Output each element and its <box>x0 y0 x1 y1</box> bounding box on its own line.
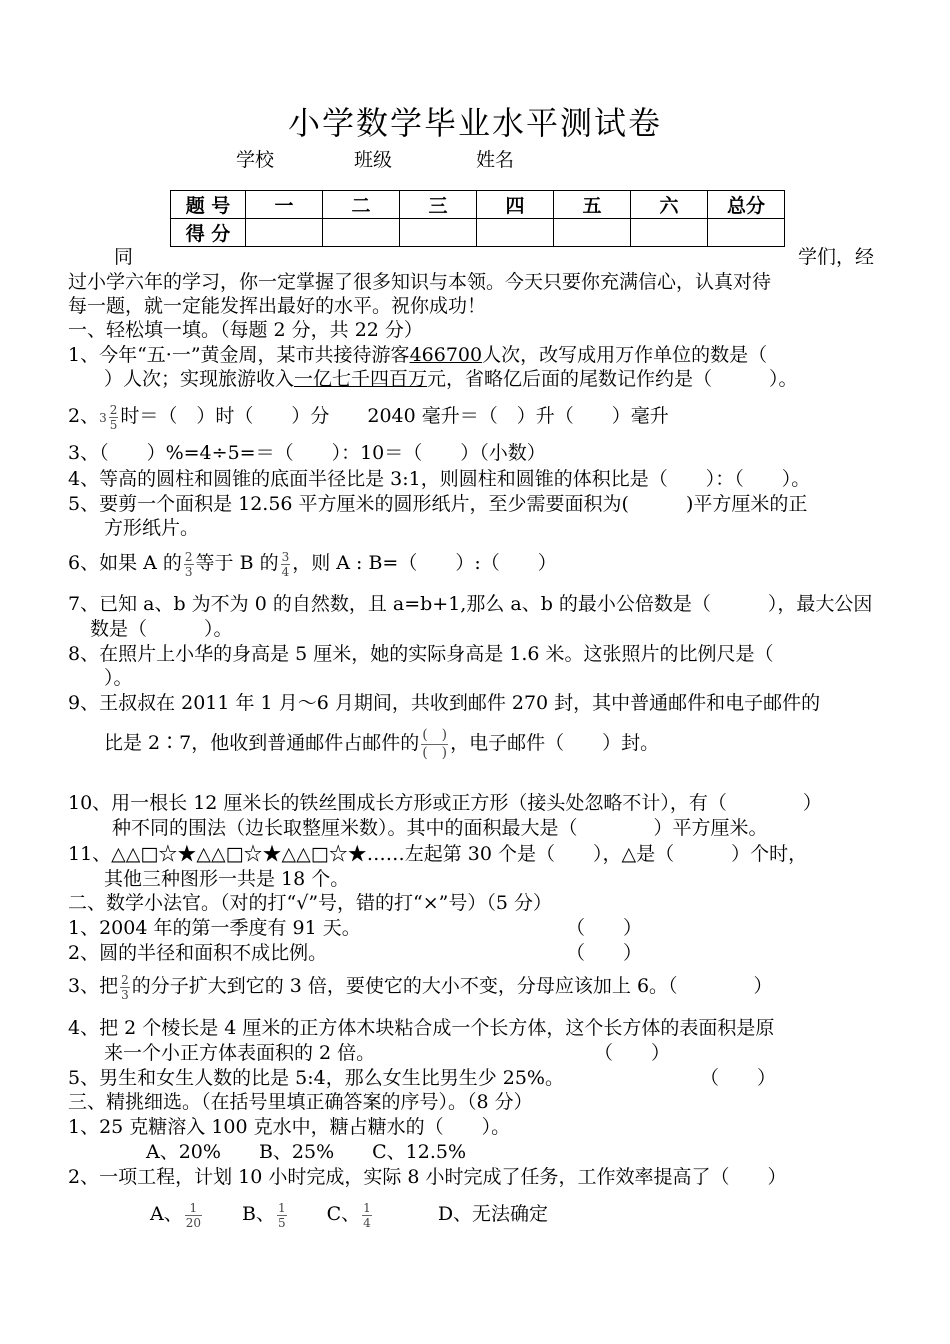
question-1-9: 9、王叔叔在 2011 年 1 月～6 月期间，共收到邮件 270 封，其中普通邮件和电子邮件的 <box>68 692 821 714</box>
section-3-heading: 三、精挑细选。（在括号里填正确答案的序号）。（8 分） <box>68 1091 533 1113</box>
question-2-3 <box>68 970 773 1002</box>
q-text: 等于 B 的 <box>195 552 279 574</box>
intro-start: 同 <box>114 246 134 268</box>
score-input-cell[interactable] <box>323 219 400 247</box>
question-1-10: 10、用一根长 12 厘米长的铁丝围成长方形或正方形（接头处忽略不计），有（ ） <box>68 792 822 814</box>
q-text: ，则 A : B=（ ）:（ ） <box>292 552 557 574</box>
fraction-denominator: 5 <box>109 417 118 432</box>
score-header-cell: 五 <box>554 191 631 219</box>
fraction <box>185 1201 202 1230</box>
q-text: 的分子扩大到它的 3 倍，要使它的大小不变，分母应该加上 6。（ ） <box>131 975 773 997</box>
question-1-1 <box>68 343 767 367</box>
fraction-denominator: ( ) <box>422 744 448 761</box>
question-2-4-cont: 来一个小正方体表面积的 2 倍。 <box>104 1042 376 1064</box>
underlined-number: 一亿七千四百万 <box>294 368 428 390</box>
blank-fraction <box>421 727 448 762</box>
question-1-7: 7、已知 a、b 为不为 0 的自然数，且 a=b+1,那么 a、b 的最小公倍数是（ ），最大公因 <box>68 593 873 615</box>
page-title: 小学数学毕业水平测试卷 <box>287 104 662 142</box>
q-text: 6、如果 A 的 <box>68 552 182 574</box>
fraction <box>184 550 194 579</box>
fraction-denominator: 20 <box>185 1215 202 1230</box>
option-label: A、 <box>150 1203 183 1225</box>
q-text: 比是 2∶7，他收到普通邮件占邮件的 <box>104 732 420 754</box>
intro-continued: 学们，经 <box>798 246 875 268</box>
fraction-numerator: 1 <box>363 1200 371 1215</box>
score-input-cell[interactable] <box>631 219 708 247</box>
fraction <box>277 1201 287 1230</box>
q-text: 时＝（ ）时（ ）分 2040 毫升＝（ ）升（ ）毫升 <box>120 405 669 427</box>
q-text: ）人次；实现旅游收入 <box>104 368 295 390</box>
question-1-7-cont: 数是（ ）。 <box>90 618 233 640</box>
question-1-6 <box>68 547 557 579</box>
question-3-2-options <box>150 1194 548 1234</box>
q-text: 元，省略亿后面的尾数记作约是（ ）。 <box>427 368 798 390</box>
score-table <box>170 190 785 247</box>
score-header-cell: 三 <box>400 191 477 219</box>
score-input-cell[interactable] <box>246 219 323 247</box>
answer-paren[interactable]: （ ） <box>700 1067 777 1089</box>
question-2-2: 2、圆的半径和面积不成比例。 <box>68 942 328 964</box>
question-1-4: 4、等高的圆柱和圆锥的底面半径比是 3:1，则圆柱和圆锥的体积比是（ ）：（ ）。 <box>68 468 811 490</box>
question-1-9-cont <box>104 724 659 762</box>
fraction <box>362 1201 372 1230</box>
q-text: 3、把 <box>68 975 119 997</box>
fraction <box>281 550 291 579</box>
fraction-denominator: 3 <box>184 564 193 579</box>
question-1-10-cont: 种不同的围法（边长取整厘米数）。其中的面积最大是（ ）平方厘米。 <box>112 817 768 839</box>
answer-paren[interactable]: （ ） <box>566 917 643 939</box>
score-header-cell: 二 <box>323 191 400 219</box>
question-2-5: 5、男生和女生人数的比是 5:4，那么女生比男生少 25%。 <box>68 1067 564 1089</box>
fraction-numerator: 1 <box>185 1201 202 1216</box>
section-2-heading: 二、数学小法官。（对的打“√”号，错的打“×”号）（5 分） <box>68 892 553 914</box>
underlined-number: 466700 <box>409 344 483 366</box>
fraction-denominator: 4 <box>363 1215 371 1230</box>
class-label: 班级 <box>354 149 393 171</box>
answer-paren[interactable]: （ ） <box>594 1042 671 1064</box>
fraction-numerator: 1 <box>277 1200 286 1215</box>
score-table-header-row <box>171 191 785 219</box>
question-2-4: 4、把 2 个棱长是 4 厘米的正方体木块粘合成一个长方体，这个长方体的表面积是原 <box>68 1017 775 1039</box>
fraction <box>109 403 119 432</box>
fraction <box>120 973 130 1002</box>
fraction-numerator: 3 <box>281 549 290 564</box>
option-label: C、 <box>326 1203 361 1225</box>
question-1-1-cont <box>104 367 798 391</box>
q-text: 人次，改写成用万作单位的数是（ <box>482 344 768 366</box>
score-header-cell: 总分 <box>708 191 785 219</box>
score-header-cell: 六 <box>631 191 708 219</box>
fraction-numerator: 2 <box>184 549 193 564</box>
question-3-1: 1、25 克糖溶入 100 克水中，糖占糖水的（ ）。 <box>68 1116 511 1138</box>
question-1-11-cont: 其他三种图形一共是 18 个。 <box>104 868 350 890</box>
question-1-2 <box>68 400 669 434</box>
question-2-1: 1、2004 年的第一季度有 91 天。 <box>68 917 361 939</box>
fraction-denominator: 4 <box>281 564 290 579</box>
score-header-cell: 一 <box>246 191 323 219</box>
fraction-denominator: 5 <box>277 1215 286 1230</box>
question-3-1-options: A、20% B、25% C、12.5% <box>146 1141 467 1163</box>
option-label: B、 <box>242 1203 275 1225</box>
score-input-cell[interactable] <box>708 219 785 247</box>
fraction-numerator: ( ) <box>422 726 448 743</box>
school-label: 学校 <box>236 149 275 171</box>
q-text: 1、今年“五·一”黄金周，某市共接待游客 <box>68 344 410 366</box>
name-label: 姓名 <box>476 149 515 171</box>
fraction-numerator: 2 <box>109 402 118 417</box>
question-3-2: 2、一项工程，计划 10 小时完成，实际 8 小时完成了任务，工作效率提高了（ ） <box>68 1166 787 1188</box>
q-text: ，电子邮件（ ）封。 <box>450 732 660 754</box>
fraction-numerator: 2 <box>121 972 129 987</box>
intro-line: 每一题，就一定能发挥出最好的水平。祝你成功！ <box>68 295 487 317</box>
section-1-heading: 一、轻松填一填。（每题 2 分，共 22 分） <box>68 319 423 341</box>
score-row-label: 得 分 <box>171 219 246 247</box>
answer-paren[interactable]: （ ） <box>566 942 643 964</box>
fraction-denominator: 3 <box>121 987 129 1002</box>
question-1-5-cont: 方形纸片。 <box>104 517 200 539</box>
score-input-cell[interactable] <box>477 219 554 247</box>
question-1-8-cont: ）。 <box>104 667 133 689</box>
score-header-cell: 四 <box>477 191 554 219</box>
q-text: 2、 <box>68 405 100 427</box>
question-1-11: 11、△△□☆★△△□☆★△△□☆★……左起第 30 个是（ ），△是（ ）个时， <box>68 843 808 865</box>
question-1-8: 8、在照片上小华的身高是 5 厘米，她的实际身高是 1.6 米。这张照片的比例尺是（ <box>68 643 774 665</box>
question-1-5: 5、要剪一个面积是 12.56 平方厘米的圆形纸片，至少需要面积为( )平方厘米的正 <box>68 493 808 515</box>
mixed-number-whole: 3 <box>99 411 107 425</box>
intro-line: 过小学六年的学习，你一定掌握了很多知识与本领。今天只要你充满信心，认真对待 <box>68 271 772 293</box>
question-1-3: 3、（ ）%=4÷5=＝（ ）：10＝（ ）（小数） <box>68 442 546 464</box>
score-header-cell: 题 号 <box>171 191 246 219</box>
score-input-cell[interactable] <box>400 219 477 247</box>
score-table-score-row <box>171 219 785 247</box>
option-label: D、无法确定 <box>437 1203 549 1225</box>
score-input-cell[interactable] <box>554 219 631 247</box>
